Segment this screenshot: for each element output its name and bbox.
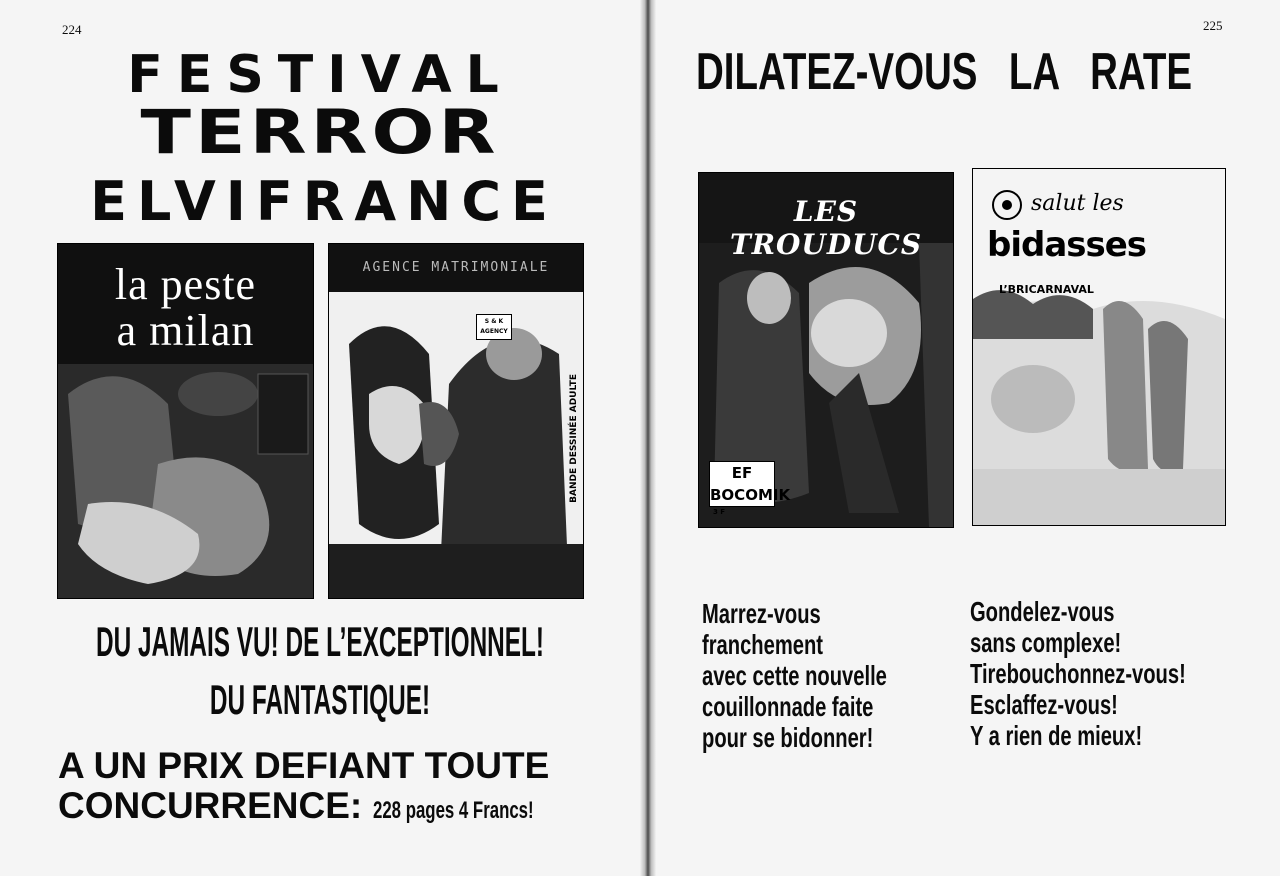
- festival-heading: FESTIVAL: [127, 45, 513, 105]
- text-column-right: [970, 596, 1186, 751]
- text-line: couillonnade faite: [702, 691, 874, 722]
- page-number-right: 225: [1203, 18, 1223, 33]
- cover-side-text: BANDE DESSINÉE ADULTE: [569, 374, 579, 503]
- price-line2-big: CONCURRENCE:: [58, 785, 363, 826]
- page-number-left: 224: [62, 22, 82, 37]
- text-line: Tirebouchonnez-vous!: [970, 658, 1186, 689]
- text-line: Y a rien de mieux!: [970, 720, 1143, 751]
- cover-title-script: salut les: [1031, 191, 1124, 216]
- cover-les-trouducs: [698, 172, 954, 528]
- cover-title-line1: la peste: [114, 260, 257, 309]
- cover-title: LES TROUDUCS: [729, 195, 923, 261]
- cover-title: AGENCE MATRIMONIALE: [362, 260, 550, 275]
- headline-line2: DU FANTASTIQUE!: [209, 676, 431, 723]
- cover-illustration: [329, 244, 583, 598]
- price-line2-small: 228 pages 4 Francs!: [372, 797, 534, 824]
- text-line: pour se bidonner!: [702, 722, 874, 753]
- cover-title-line2: a milan: [116, 306, 255, 355]
- cover-subtitle: L’BRICARNAVAL: [999, 283, 1094, 296]
- badge-name: EF BOCOMIK: [710, 464, 791, 504]
- headline-line1: DU JAMAIS VU! DE L’EXCEPTIONNEL!: [96, 618, 544, 665]
- text-line: sans complexe!: [970, 627, 1122, 658]
- text-line: Marrez-vous: [702, 598, 821, 629]
- agency-badge: S & K AGENCY: [476, 314, 512, 340]
- badge-price: 3 F: [713, 508, 726, 516]
- text-line: avec cette nouvelle: [702, 660, 887, 691]
- book-gutter: [640, 0, 656, 876]
- cover-agence-matrimoniale: [328, 243, 584, 599]
- right-page-title: DILATEZ-VOUS LA RATE: [696, 43, 1193, 101]
- cover-illustration: [973, 169, 1225, 525]
- text-column-left: [702, 598, 887, 753]
- text-line: Esclaffez-vous!: [970, 689, 1118, 720]
- cover-title-main: bidasses: [987, 225, 1147, 265]
- publisher-heading: ELVIFRANCE: [90, 170, 558, 233]
- cover-peste-a-milan: [57, 243, 314, 599]
- cover-salut-les-bidasses: [972, 168, 1226, 526]
- terror-heading: TERROR: [140, 97, 500, 168]
- text-line: Gondelez-vous: [970, 596, 1115, 627]
- text-line: franchement: [702, 629, 823, 660]
- price-line1: A UN PRIX DEFIANT TOUTE: [58, 745, 550, 786]
- price-line2: [58, 786, 582, 831]
- publisher-badge: [709, 461, 791, 516]
